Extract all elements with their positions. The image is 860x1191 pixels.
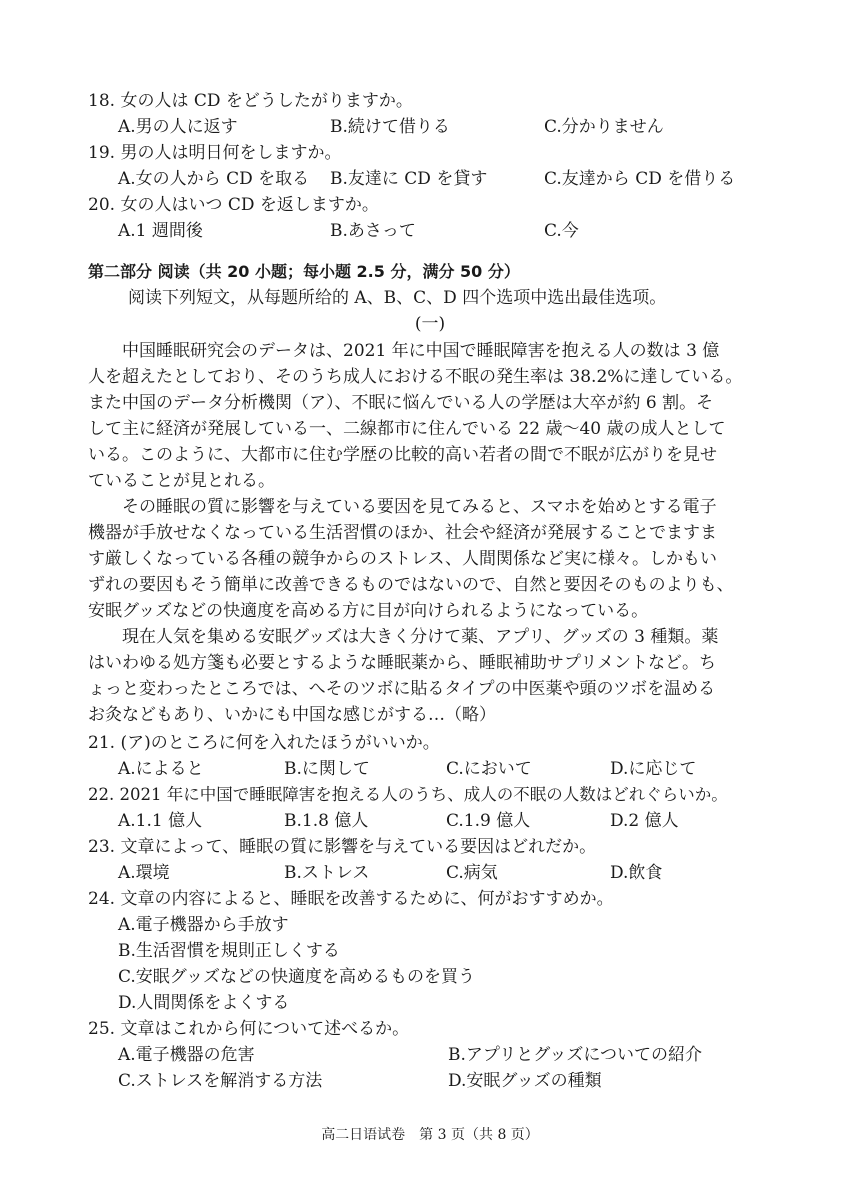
passage-line: その睡眠の質に影響を与えている要因を見てみると、スマホを始めとする電子 <box>122 497 717 517</box>
question-23-stem: 23. 文章によって、睡眠の質に影響を与えている要因はどれだか。 <box>88 837 597 857</box>
passage-line: す厳しくなっている各種の競争からのストレス、人間関係など実に様々。しかもい <box>88 549 717 569</box>
question-18-stem: 18. 女の人は CD をどうしたがりますか。 <box>88 91 413 111</box>
question-21-stem: 21. (ア)のところに何を入れたほうがいいか。 <box>88 733 440 753</box>
q22-option-c: C.1.9 億人 <box>446 811 531 831</box>
passage-line: 安眠グッズなどの快適度を高める方に目が向けられるようになっている。 <box>88 601 649 621</box>
passage-line: また中国のデータ分析機関（ア）、不眠に悩んでいる人の学歴は大卒が約 6 割。そ <box>88 393 714 413</box>
q24-option-c: C.安眠グッズなどの快適度を高めるものを買う <box>118 967 475 987</box>
q24-option-d: D.人間関係をよくする <box>118 993 290 1013</box>
q23-option-b: B.ストレス <box>284 863 370 883</box>
q24-option-b: B.生活習慣を規則正しくする <box>118 941 340 961</box>
passage-line: 中国睡眠研究会のデータは、2021 年に中国で睡眠障害を抱える人の数は 3 億 <box>122 341 720 361</box>
q25-option-c: C.ストレスを解消する方法 <box>118 1071 323 1091</box>
q23-option-a: A.環境 <box>118 863 170 883</box>
question-24-stem: 24. 文章の内容によると、睡眠を改善するために、何がおすすめか。 <box>88 889 614 909</box>
q20-option-c: C.今 <box>544 221 579 241</box>
passage-line: して主に経済が発展している一、二線都市に住んでいる 22 歳～40 歳の成人として <box>88 419 726 439</box>
question-25-stem: 25. 文章はこれから何について述べるか。 <box>88 1019 410 1039</box>
q22-option-b: B.1.8 億人 <box>284 811 369 831</box>
q18-option-c: C.分かりません <box>544 117 664 137</box>
section-instruction: 阅读下列短文，从每题所给的 A、B、C、D 四个选项中选出最佳选项。 <box>128 288 667 308</box>
q18-option-a: A.男の人に返す <box>118 117 238 137</box>
q20-option-a: A.1 週間後 <box>118 221 203 241</box>
passage-line: 機器が手放せなくなっている生活習慣のほか、社会や経済が発展することでますま <box>88 523 717 543</box>
q25-option-b: B.アプリとグッズについての紹介 <box>448 1045 703 1065</box>
passage-line: 人を超えたとしており、そのうち成人における不眠の発生率は 38.2%に達している。 <box>88 367 743 387</box>
passage-line: ずれの要因もそう簡単に改善できるものではないので、自然と要因そのものよりも、 <box>88 575 734 595</box>
q25-option-a: A.電子機器の危害 <box>118 1045 255 1065</box>
passage-line: お灸などもあり、いかにも中国な感じがする…（略） <box>88 705 496 725</box>
passage-number: (一) <box>414 314 446 334</box>
question-19-stem: 19. 男の人は明日何をしますか。 <box>88 143 342 163</box>
q21-option-b: B.に関して <box>284 759 370 779</box>
question-22-stem: 22. 2021 年に中国で睡眠障害を抱える人のうち、成人の不眠の人数はどれぐらいか。 <box>88 785 728 804</box>
q19-option-c: C.友達から CD を借りる <box>544 169 736 189</box>
q18-option-b: B.続けて借りる <box>330 117 450 137</box>
passage-paragraph-3 <box>88 624 778 728</box>
passage-line: 現在人気を集める安眠グッズは大きく分けて薬、アプリ、グッズの 3 種類。薬 <box>122 627 719 647</box>
q21-option-a: A.によると <box>118 759 204 779</box>
passage-paragraph-2 <box>88 494 778 624</box>
question-20-stem: 20. 女の人はいつ CD を返しますか。 <box>88 195 379 215</box>
section-heading: 第二部分 阅读（共 20 小题；每小题 2.5 分，满分 50 分） <box>88 262 520 281</box>
q21-option-d: D.に応じて <box>610 759 697 779</box>
q19-option-a: A.女の人から CD を取る <box>118 169 310 189</box>
passage-line: はいわゆる処方箋も必要とするような睡眠薬から、睡眠補助サプリメントなど。ち <box>88 653 716 673</box>
q21-option-c: C.において <box>446 759 532 779</box>
q24-option-a: A.電子機器から手放す <box>118 915 289 935</box>
q19-option-b: B.友達に CD を貸す <box>330 169 488 189</box>
q22-option-a: A.1.1 億人 <box>118 811 203 831</box>
q23-option-c: C.病気 <box>446 863 498 883</box>
page-footer: 高二日语试卷 第 3 页（共 8 页） <box>321 1127 539 1143</box>
passage-line: ょっと変わったところでは、へそのツボに貼るタイプの中医薬や頭のツボを温める <box>88 679 716 699</box>
q25-option-d: D.安眠グッズの種類 <box>448 1071 602 1091</box>
q22-option-d: D.2 億人 <box>610 811 679 831</box>
passage-line: いる。このように、大都市に住む学歴の比較的高い若者の間で不眠が広がりを見せ <box>88 445 717 465</box>
passage-line: ていることが見とれる。 <box>88 471 275 491</box>
q23-option-d: D.飲食 <box>610 863 663 883</box>
passage-paragraph-1 <box>88 338 778 494</box>
q20-option-b: B.あさって <box>330 221 416 241</box>
